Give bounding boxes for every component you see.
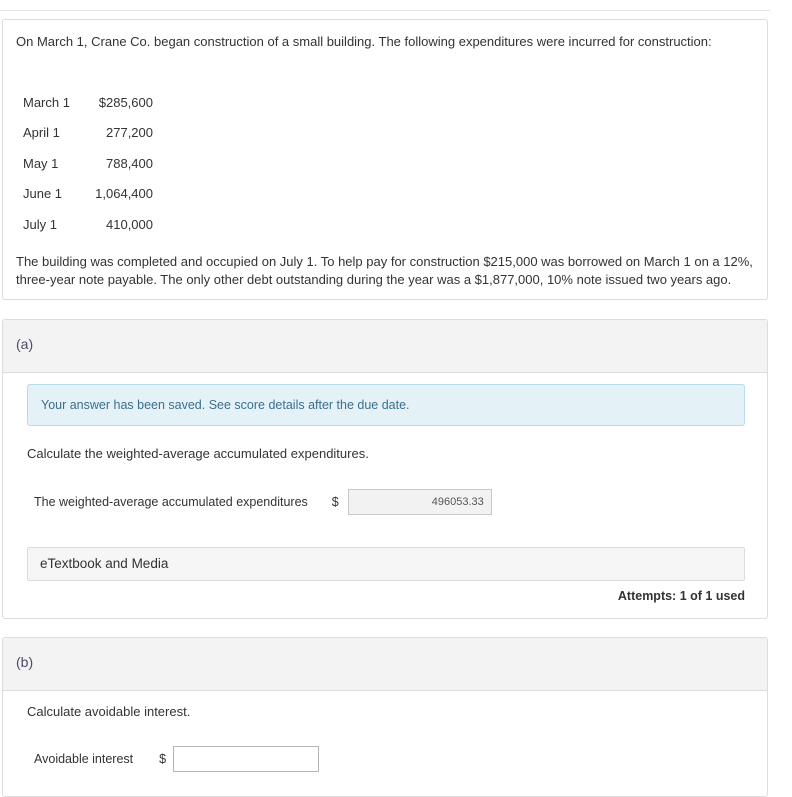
saved-notice: Your answer has been saved. See score details after the due date. — [27, 384, 745, 426]
weighted-average-input[interactable] — [348, 489, 492, 515]
top-divider — [0, 10, 770, 11]
part-b-instruction: Calculate avoidable interest. — [27, 704, 191, 719]
part-b-label: (b) — [16, 654, 34, 670]
expenditure-date: April 1 — [23, 125, 60, 141]
expenditure-amount: 788,400 — [106, 155, 153, 171]
part-b-answer-row — [34, 746, 319, 772]
table-row — [23, 209, 153, 240]
part-a-answer-row — [34, 488, 492, 516]
part-b-header — [3, 638, 767, 691]
avoidable-interest-input[interactable] — [173, 746, 319, 772]
expenditure-date: March 1 — [23, 94, 70, 110]
table-row — [23, 148, 153, 179]
expenditure-date: July 1 — [23, 216, 57, 232]
expenditures-table — [23, 87, 153, 240]
expenditure-amount: 1,064,400 — [95, 186, 153, 202]
question-details: The building was completed and occupied on July 1. To help pay for construction $215,000 was borrowed on March 1 on a 12%, three-year note payable. The only other debt outstanding during the year was a $1,877,000, 10% note issued two years ago. — [16, 254, 753, 287]
table-row — [23, 179, 153, 210]
attempts-counter: Attempts: 1 of 1 used — [617, 589, 745, 603]
currency-symbol: $ — [331, 495, 339, 509]
expenditure-amount: 277,200 — [106, 125, 153, 141]
table-row — [23, 87, 153, 118]
expenditure-date: May 1 — [23, 155, 59, 171]
expenditure-amount: $285,600 — [98, 94, 153, 110]
part-a-section — [2, 319, 768, 619]
expenditure-date: June 1 — [23, 186, 63, 202]
part-a-label: (a) — [16, 336, 34, 352]
question-card — [2, 19, 768, 300]
question-intro: On March 1, Crane Co. began construction of a small building. The following expenditures were incurred for construction: — [16, 34, 712, 49]
part-a-answer-label: The weighted-average accumulated expenditures — [34, 495, 308, 509]
table-row — [23, 118, 153, 149]
part-a-header — [3, 320, 767, 373]
part-b-answer-label: Avoidable interest — [34, 752, 134, 766]
part-b-section — [2, 637, 768, 797]
etextbook-media-button[interactable]: eTextbook and Media — [27, 547, 745, 581]
part-a-instruction: Calculate the weighted-average accumulated expenditures. — [27, 446, 369, 461]
currency-symbol: $ — [159, 752, 167, 766]
expenditure-amount: 410,000 — [106, 216, 153, 232]
